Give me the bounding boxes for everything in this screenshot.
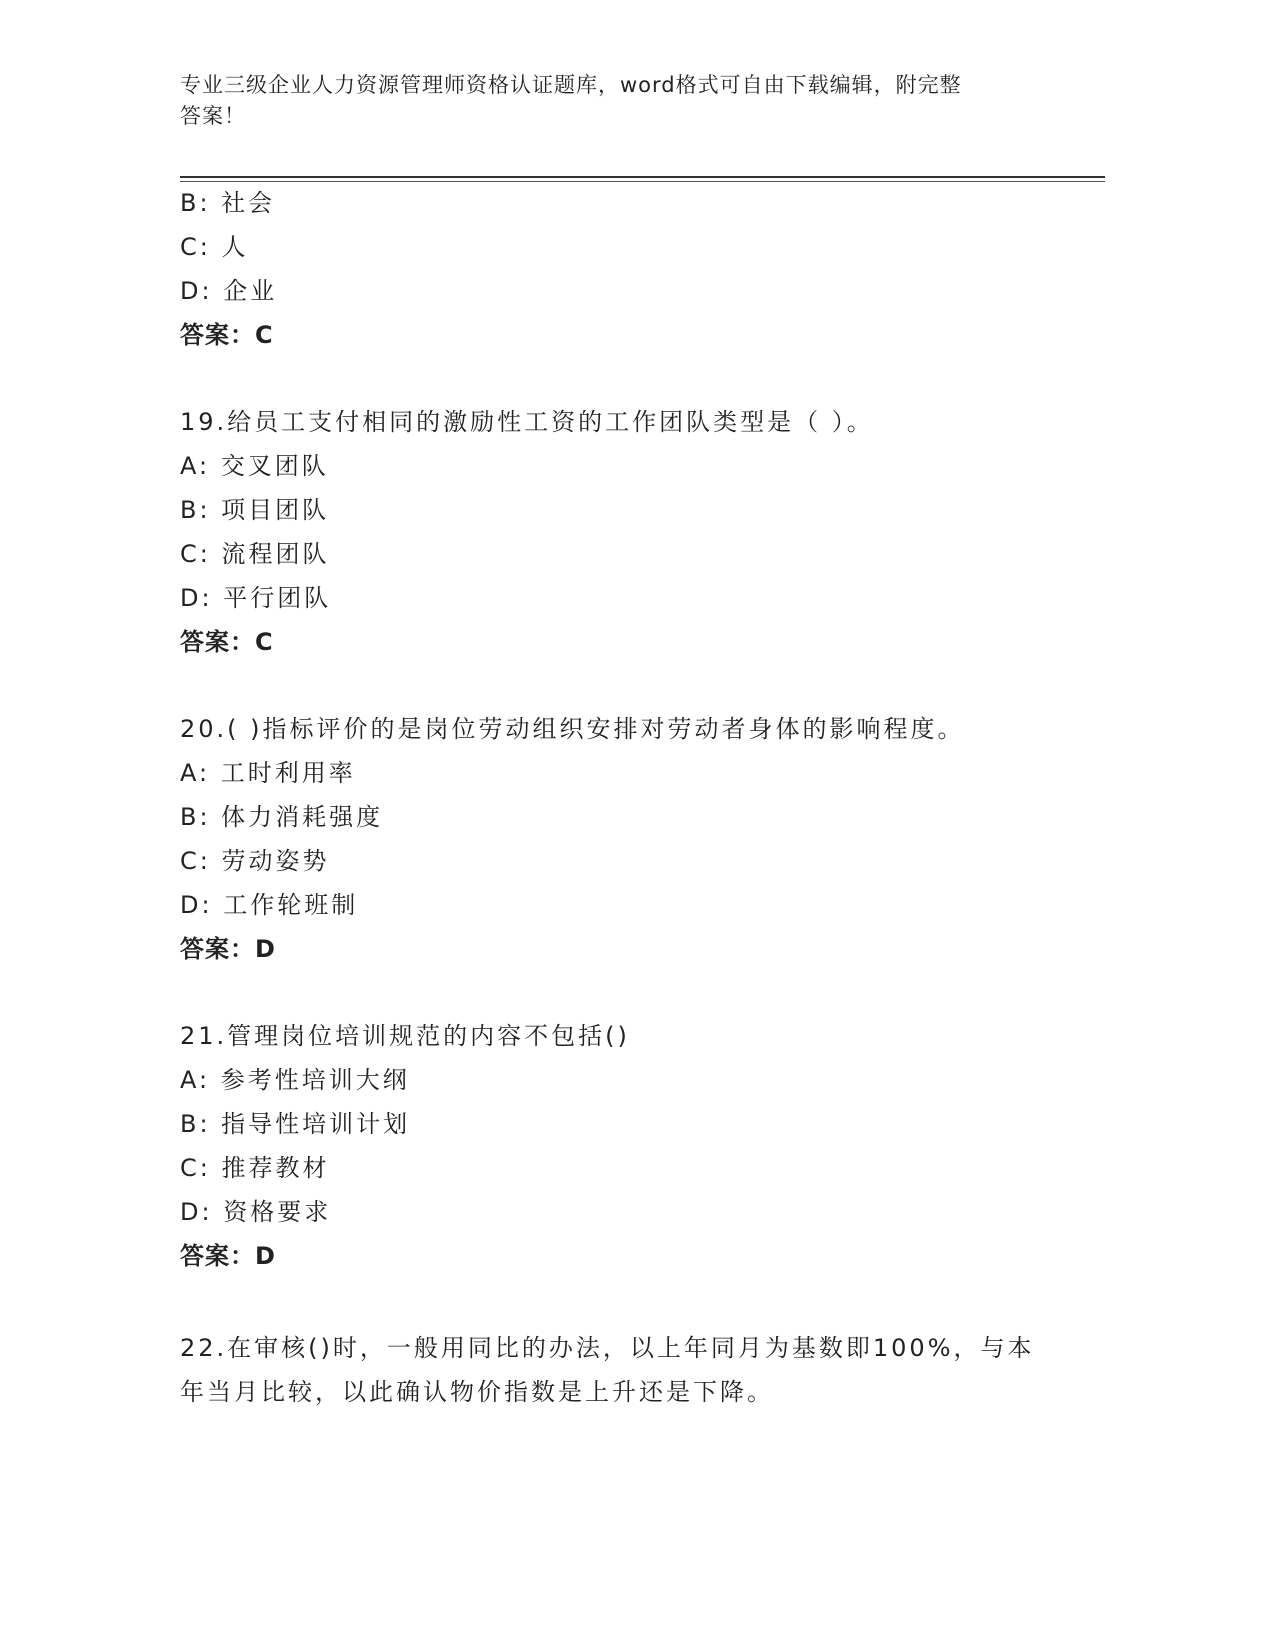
question-22 (180, 1326, 1040, 1414)
option-b: B: 指导性培训计划 (180, 1110, 411, 1138)
question-text: 20.( )指标评价的是岗位劳动组织安排对劳动者身体的影响程度。 (180, 715, 965, 743)
question-18-tail (180, 186, 1080, 362)
option-b: B: 项目团队 (180, 496, 330, 524)
question-text-line-1: 22.在审核()时，一般用同比的办法，以上年同月为基数即100%，与本 (180, 1334, 1035, 1362)
question-21 (180, 1019, 1080, 1283)
option-c: C: 推荐教材 (180, 1154, 330, 1182)
answer: 答案：D (180, 935, 276, 963)
option-d: D: 企业 (180, 277, 278, 305)
question-text: 21.管理岗位培训规范的内容不包括() (180, 1022, 630, 1050)
option-a: A: 交叉团队 (180, 452, 329, 480)
option-d: D: 平行团队 (180, 584, 332, 612)
option-b: B: 体力消耗强度 (180, 803, 384, 831)
header-line-2: 答案！ (180, 104, 246, 128)
option-c: C: 劳动姿势 (180, 847, 330, 875)
question-text: 19.给员工支付相同的激励性工资的工作团队类型是（ ）。 (180, 408, 874, 436)
header-divider-thick (180, 176, 1105, 178)
header-divider-thin (180, 181, 1105, 182)
answer: 答案：C (180, 321, 274, 349)
option-c: C: 流程团队 (180, 540, 330, 568)
spacer (180, 1283, 1080, 1326)
option-c: C: 人 (180, 233, 249, 261)
question-text-line-2: 年当月比较，以此确认物价指数是上升还是下降。 (180, 1378, 774, 1406)
question-list (180, 186, 1080, 1414)
question-19 (180, 405, 1080, 669)
option-a: A: 参考性培训大纲 (180, 1066, 410, 1094)
spacer (180, 976, 1080, 1019)
option-d: D: 工作轮班制 (180, 891, 359, 919)
header-line-1: 专业三级企业人力资源管理师资格认证题库，word格式可自由下载编辑，附完整 (180, 73, 962, 97)
document-header (180, 70, 1060, 132)
option-d: D: 资格要求 (180, 1198, 332, 1226)
spacer (180, 362, 1080, 405)
spacer (180, 669, 1080, 712)
option-a: A: 工时利用率 (180, 759, 356, 787)
option-b: B: 社会 (180, 189, 276, 217)
answer: 答案：C (180, 628, 274, 656)
question-20 (180, 712, 1080, 976)
answer: 答案：D (180, 1242, 276, 1270)
